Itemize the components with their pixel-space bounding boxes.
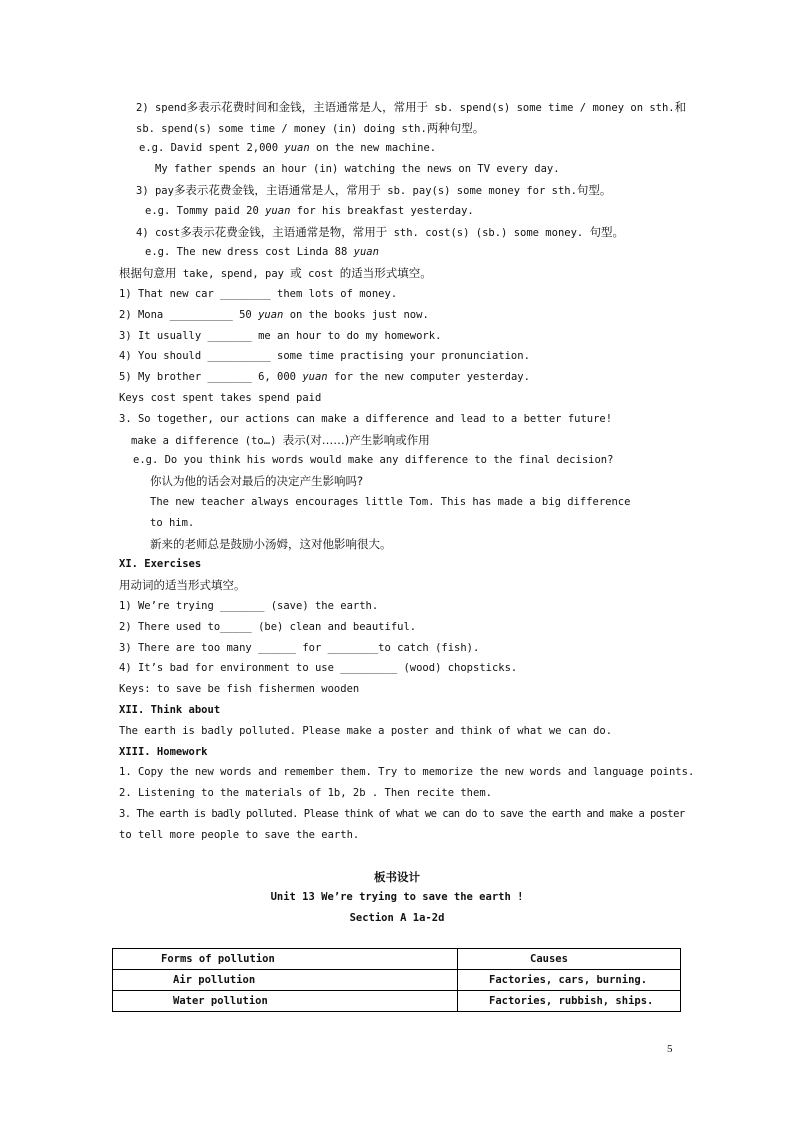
pay-rule-line: 3) pay多表示花费金钱，主语通常是人，常用于 sb. pay(s) some money for sth.句型。 [136,183,612,197]
exercises-instruction: 用动词的适当形式填空。 [119,578,246,592]
difference-example-2-translation: 新来的老师总是鼓励小汤姆，这对他影响很大。 [150,537,392,551]
fill-keys: Keys cost spent takes spend paid [119,392,322,404]
fill-instruction: 根据句意用 take, spend, pay 或 cost 的适当形式填空。 [119,266,432,280]
pay-example: e.g. Tommy paid 20 yuan for his breakfast yesterday. [145,205,474,217]
table-row [113,970,681,991]
table-header-forms: Forms of pollution [113,949,458,970]
fill-item-2: 2) Mona __________ 50 yuan on the books just now. [119,309,429,321]
spend-rule-line1: 2) spend多表示花费时间和金钱，主语通常是人，常用于 sb. spend(s) some time / money on sth.和 [136,100,687,114]
table-cell-form: Water pollution [113,991,458,1012]
exercise-keys: Keys: to save be fish fishermen wooden [119,683,360,695]
cost-rule-line: 4) cost多表示花费金钱，主语通常是物，常用于 sth. cost(s) (sb.) some money. 句型。 [136,225,625,239]
page-number: 5 [667,1043,673,1055]
table-header-row [113,949,681,970]
spend-example-2: My father spends an hour (in) watching the news on TV every day. [155,163,560,175]
spend-rule-line2: sb. spend(s) some time / money (in) doing sth.两种句型。 [136,121,485,135]
table-cell-form: Air pollution [113,970,458,991]
board-section-title: Section A 1a-2d [349,912,445,924]
exercise-item-2: 2) There used to_____ (be) clean and beautiful. [119,621,417,633]
homework-item-1: 1. Copy the new words and remember them. Try to memorize the new words and language points. [119,766,695,778]
board-design-heading: 板书设计 [374,870,420,884]
section-think-about-title: XII. Think about [119,704,221,716]
difference-example-1-translation: 你认为他的话会对最后的决定产生影响吗? [150,474,364,488]
exercise-item-1: 1) We’re trying _______ (save) the earth. [119,600,379,612]
fill-item-4: 4) You should __________ some time practising your pronunciation. [119,350,530,362]
difference-title: 3. So together, our actions can make a difference and lead to a better future! [119,413,613,425]
table-header-causes: Causes [458,949,681,970]
homework-item-2: 2. Listening to the materials of 1b, 2b . Then recite them. [119,787,492,799]
exercise-item-3: 3) There are too many ______ for ________to catch (fish). [119,642,480,654]
homework-item-3: 3. The earth is badly polluted. Please think of what we can do to save the earth and make a poster [119,808,685,820]
section-exercises-title: XI. Exercises [119,558,202,570]
cost-example: e.g. The new dress cost Linda 88 yuan [145,246,379,258]
fill-item-3: 3) It usually _______ me an hour to do my homework. [119,330,442,342]
spend-example-1: e.g. David spent 2,000 yuan on the new machine. [139,142,437,154]
difference-example-1: e.g. Do you think his words would make any difference to the final decision? [133,454,614,466]
board-unit-title: Unit 13 We’re trying to save the earth ! [270,891,524,903]
section-homework-title: XIII. Homework [119,746,208,758]
think-about-text: The earth is badly polluted. Please make a poster and think of what we can do. [119,725,613,737]
pollution-table [112,948,681,1012]
table-row [113,991,681,1012]
fill-item-1: 1) That new car ________ them lots of money. [119,288,398,300]
difference-example-2: The new teacher always encourages little Tom. This has made a big difference [150,496,631,508]
difference-example-2-cont: to him. [150,517,195,529]
table-cell-cause: Factories, rubbish, ships. [458,991,681,1012]
table-cell-cause: Factories, cars, burning. [458,970,681,991]
homework-item-3-cont: to tell more people to save the earth. [119,829,360,841]
difference-phrase: make a difference (to…) 表示(对……)产生影响或作用 [131,433,430,447]
fill-item-5: 5) My brother _______ 6, 000 yuan for the new computer yesterday. [119,371,530,383]
exercise-item-4: 4) It’s bad for environment to use _________ (wood) chopsticks. [119,662,518,674]
